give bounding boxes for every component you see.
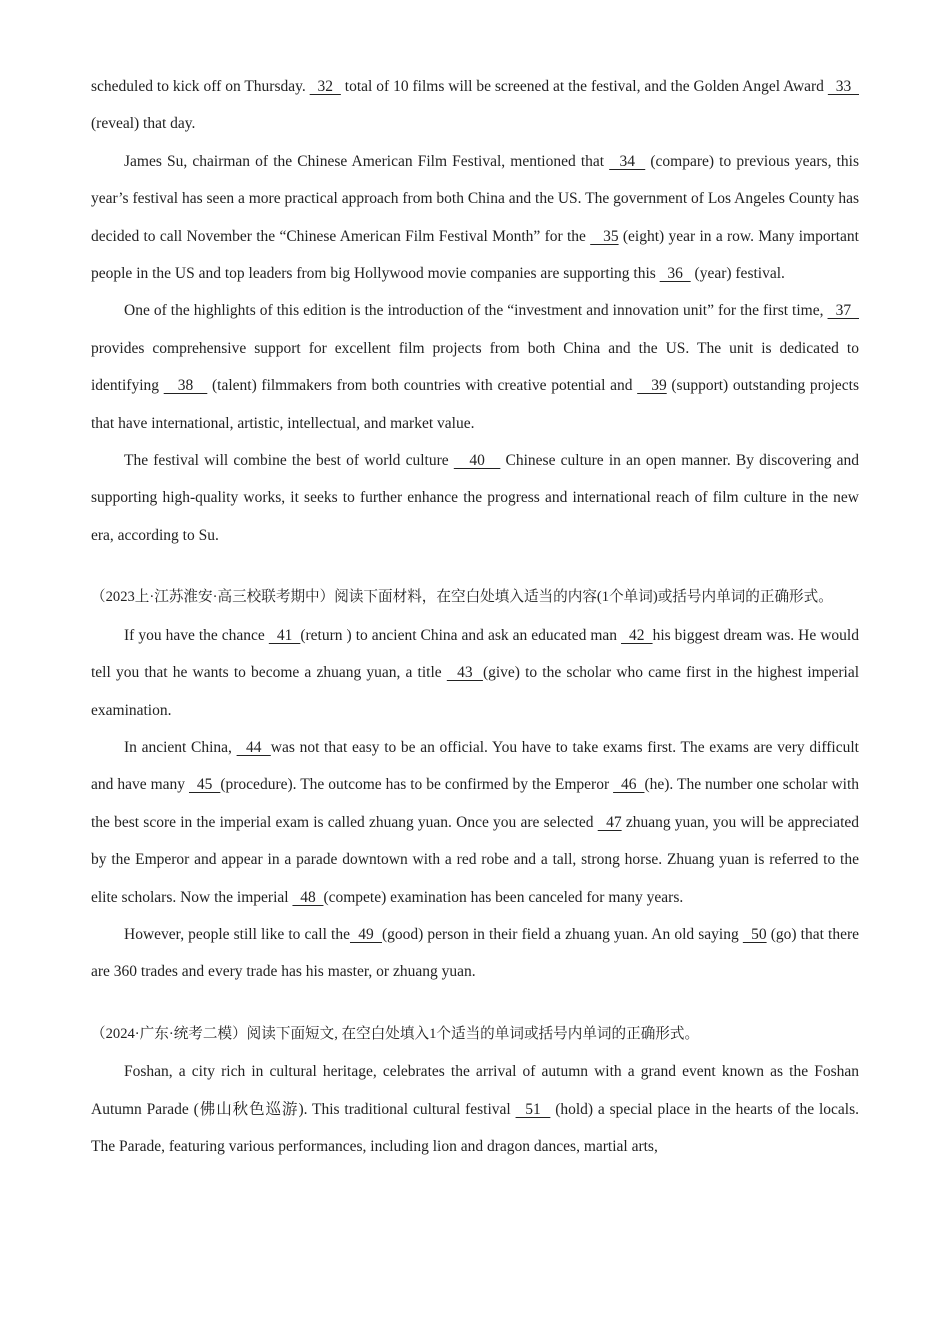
text-segment: One of the highlights of this edition is the introduction of the “investment and innovation unit” for the first time, — [124, 302, 828, 320]
paragraph — [91, 729, 859, 916]
text-segment: (talent) filmmakers from both countries with creative potential and — [207, 377, 638, 395]
text-segment: Foshan, a city rich in cultural heritage, celebrates the arrival of autumn with a grand event known as the Foshan Autumn Parade (佛山秋色巡游). This traditional cultural festival — [91, 1063, 859, 1118]
text-segment: (year) festival. — [690, 265, 785, 283]
text-segment: his biggest dream was. He would tell you that he wants to become a zhuang yuan, a title — [91, 626, 859, 682]
paragraph — [91, 617, 859, 729]
text-segment: (he). The number one scholar with the best score in the imperial exam is called zhuang yuan. Once you are selected — [91, 776, 859, 831]
blank-48[interactable]: 48 — [292, 888, 324, 906]
text-segment: The festival will combine the best of world culture — [124, 452, 454, 470]
paragraph — [91, 1053, 859, 1165]
blank-45[interactable]: 45 — [188, 776, 221, 794]
text-segment: (go) that there are 360 trades and every trade has his master, or zhuang yuan. — [91, 925, 860, 981]
text-segment: was not that easy to be an official. You have to take exams first. The exams are very difficult and have many — [91, 738, 859, 794]
blank-39[interactable]: 39 — [637, 377, 667, 395]
text-segment: (compare) to previous years, this year’s festival has seen a more practical approach from both China and the US. The government of Los Angeles County has decided to call November the “Chinese American Film Festival Month” for the — [91, 152, 859, 245]
blank-40[interactable]: 40 — [453, 452, 501, 470]
text-segment: (eight) year in a row. Many important people in the US and top leaders from big Hollywood movie companies are supporting this — [91, 227, 859, 283]
document-page — [91, 68, 859, 1165]
passage-heading: （2023上·江苏淮安·高三校联考期中）阅读下面材料，在空白处填入适当的内容(1个单词)或括号内单词的正确形式。 — [91, 589, 833, 606]
paragraph — [91, 143, 859, 293]
text-segment: (compete) examination has been canceled for many years. — [323, 888, 684, 906]
text-segment: (hold) a special place in the hearts of the locals. The Parade, featuring various performances, including lion and dragon dances, martial arts, — [91, 1100, 860, 1155]
blank-33[interactable]: 33 — [827, 78, 859, 95]
text-segment: (procedure). The outcome has to be confirmed by the Emperor — [220, 776, 614, 794]
paragraph — [91, 442, 859, 554]
blank-49[interactable]: 49 — [349, 925, 382, 943]
text-segment: (give) to the scholar who came first in the highest imperial examination. — [91, 664, 860, 719]
text-segment: In ancient China, — [124, 738, 237, 756]
passage-spacer — [91, 991, 859, 1016]
blank-51[interactable]: 51 — [515, 1100, 551, 1118]
text-segment: However, people still like to call the — [124, 925, 350, 943]
blank-44[interactable]: 44 — [236, 738, 271, 756]
paragraph — [91, 916, 859, 991]
blank-38[interactable]: 38 — [163, 377, 208, 395]
text-segment: total of 10 films will be screened at the festival, and the Golden Angel Award — [340, 78, 828, 95]
blank-47[interactable]: 47 — [597, 813, 622, 831]
blank-37[interactable]: 37 — [827, 302, 859, 320]
blank-32[interactable]: 32 — [309, 78, 341, 95]
blank-36[interactable]: 36 — [659, 265, 691, 283]
blank-42[interactable]: 42 — [621, 626, 653, 644]
text-segment: James Su, chairman of the Chinese American Film Festival, mentioned that — [124, 152, 610, 170]
text-segment: If you have the chance — [124, 626, 269, 644]
blank-46[interactable]: 46 — [613, 776, 645, 794]
blank-43[interactable]: 43 — [446, 664, 483, 682]
blank-34[interactable]: 34 — [609, 152, 646, 170]
text-segment: Chinese culture in an open manner. By discovering and supporting high-quality works, it seeks to further enhance the progress and international reach of film culture in the new era, according to Su. — [91, 452, 860, 544]
paragraph — [91, 68, 859, 143]
text-segment: provides comprehensive support for excellent film projects from both China and the US. The unit is dedicated to identifying — [91, 339, 859, 395]
text-segment: (good) person in their field a zhuang yuan. An old saying — [381, 925, 743, 943]
passage-spacer — [91, 554, 859, 579]
text-segment: scheduled to kick off on Thursday. — [91, 78, 310, 95]
text-segment: (return ) to ancient China and ask an educated man — [300, 626, 622, 644]
text-segment: zhuang yuan, you will be appreciated by the Emperor and appear in a parade downtown with a red robe and a tall, strong horse. Zhuang yuan is referred to the elite scholars. Now the imperial — [91, 813, 860, 906]
passage-heading: （2024·广东·统考二模）阅读下面短文, 在空白处填入1个适当的单词或括号内单词的正确形式。 — [91, 1025, 700, 1042]
blank-41[interactable]: 41 — [268, 626, 301, 644]
blank-35[interactable]: 35 — [590, 227, 619, 245]
blank-50[interactable]: 50 — [742, 925, 767, 943]
paragraph — [91, 292, 859, 442]
text-segment: (support) outstanding projects that have international, artistic, intellectual, and market value. — [91, 377, 859, 432]
text-segment: (reveal) that day. — [91, 115, 196, 133]
